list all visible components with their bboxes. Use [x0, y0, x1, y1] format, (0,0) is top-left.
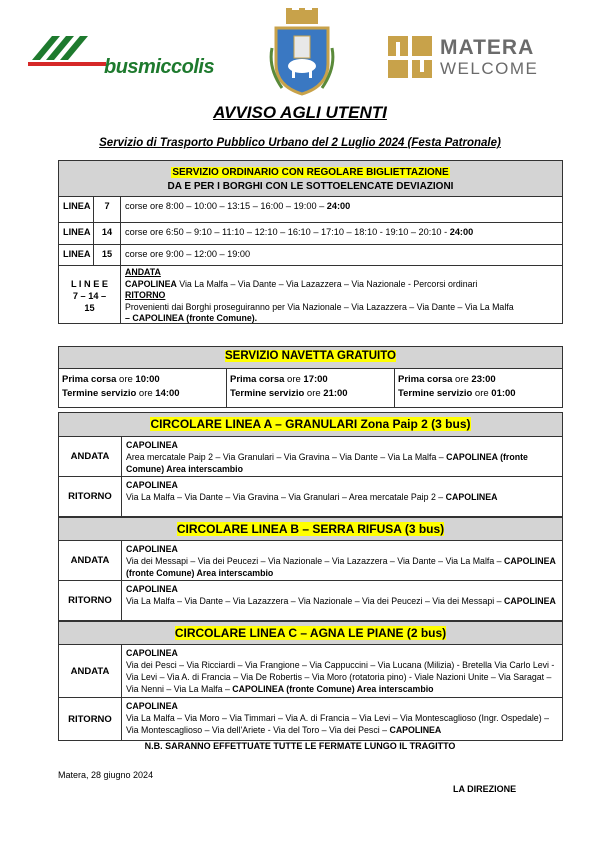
route-text — [122, 437, 562, 476]
circular-line-a-title: CIRCOLARE LINEA A – GRANULARI Zona Paip 2 (3 bus) — [150, 417, 471, 431]
matera-welcome-logo — [388, 34, 558, 84]
route-text — [122, 645, 562, 697]
table-row — [59, 223, 562, 245]
ritorno-label: RITORNO — [125, 290, 166, 300]
document-date: Matera, 28 giugno 2024 — [58, 770, 154, 780]
route-stops: Via dei Pesci – Via Ricciardi – Via Frangione – Via Cappuccini – Via Lucana (Milizia) - Bretella Via Carlo Levi - Via Levi – Via A. di Francia – Via De Robertis – Via Moro (rotatoria pino) - Viale Nazioni Unite – Via Saragat – Via Nenni – Via La Malfa – — [126, 660, 555, 694]
first-run-label: Prima corsa — [230, 374, 285, 385]
circular-line-b-header — [59, 517, 562, 541]
end-service-time: 21:00 — [323, 388, 348, 399]
busmiccolis-stripes-icon — [28, 30, 108, 70]
capolinea-label: CAPOLINEA — [126, 544, 178, 554]
line-label: LINEA — [59, 223, 94, 244]
shuttle-service-header — [59, 347, 562, 369]
ritorno-capolinea: – CAPOLINEA (fronte Comune). — [125, 313, 258, 323]
line-label: LINEA — [59, 245, 94, 265]
route-deviation-text — [121, 266, 562, 323]
schedule-times: corse ore 6:50 – 9:10 – 11:10 – 12:10 – 16:10 – 17:10 – 18:10 - 19:10 – 20:10 - — [125, 227, 450, 237]
ordinary-service-title: SERVIZIO ORDINARIO CON REGOLARE BIGLIETTAZIONE — [172, 167, 449, 178]
header-logos — [0, 0, 600, 100]
ordinary-service-table — [58, 160, 563, 324]
lines-numbers-end: 15 — [84, 303, 95, 313]
route-end: CAPOLINEA — [389, 725, 442, 735]
route-stops: Via La Malfa – Via Dante – Via Gravina – Via Granulari – Area mercatale Paip 2 – — [126, 492, 446, 502]
matera-subtitle: WELCOME — [440, 59, 539, 78]
table-row — [59, 541, 562, 581]
circular-lines-table — [58, 412, 563, 741]
end-service-time: 01:00 — [491, 388, 516, 399]
direction-label: ANDATA — [59, 437, 122, 476]
footnote: N.B. SARANNO EFFETTUATE TUTTE LE FERMATE LUNGO IL TRAGITTO — [144, 741, 456, 751]
route-end: CAPOLINEA — [445, 492, 498, 502]
matera-title: MATERA — [440, 36, 535, 59]
schedule-last-time: 24:00 — [449, 227, 474, 237]
line-schedule — [121, 223, 562, 244]
ritorno-route: Provenienti dai Borghi proseguiranno per Via Nazionale – Via Lazazzera – Via Dante – Via La Malfa — [125, 301, 514, 312]
route-text — [122, 581, 562, 620]
matera-mark-icon — [388, 34, 434, 80]
ore-label: ore — [116, 374, 136, 385]
direction-label: RITORNO — [59, 698, 122, 740]
capolinea-label: CAPOLINEA — [126, 480, 178, 490]
shuttle-slot — [59, 369, 226, 407]
line-label: LINEA — [59, 197, 94, 222]
shuttle-slot — [394, 369, 562, 407]
direction-label: RITORNO — [59, 477, 122, 516]
line-number: 14 — [94, 223, 121, 244]
circular-line-a-header — [59, 413, 562, 437]
busmiccolis-wordmark: busmiccolis — [104, 56, 215, 78]
route-end: CAPOLINEA — [504, 596, 556, 606]
table-row — [59, 437, 562, 477]
lines-group-label — [59, 266, 121, 323]
circular-line-c-header — [59, 621, 562, 645]
schedule-times: corse ore 9:00 – 12:00 – 19:00 — [125, 249, 251, 259]
page-title: AVVISO AGLI UTENTI — [213, 103, 387, 122]
city-crest-icon — [268, 8, 336, 98]
route-text — [122, 541, 562, 580]
first-run-time: 23:00 — [471, 374, 496, 385]
lines-numbers: 7 – 14 – — [72, 291, 107, 301]
schedule-times: corse ore 8:00 – 10:00 – 13:15 – 16:00 – 19:00 – — [125, 201, 327, 211]
table-row — [59, 197, 562, 223]
page-subtitle: Servizio di Trasporto Pubblico Urbano del 2 Luglio 2024 (Festa Patronale) — [99, 137, 501, 149]
andata-route: Via La Malfa – Via Dante – Via Lazazzera – Via Nazionale - Percorsi ordinari — [176, 278, 478, 289]
table-row — [59, 477, 562, 517]
capolinea-label: CAPOLINEA — [125, 278, 177, 289]
direction-label: ANDATA — [59, 541, 122, 580]
end-service-time: 14:00 — [155, 388, 180, 399]
route-stops: Area mercatale Paip 2 – Via Granulari – Via Gravina – Via Dante – Via La Malfa – — [126, 452, 447, 462]
line-schedule — [121, 245, 562, 265]
shuttle-service-title: SERVIZIO NAVETTA GRATUITO — [224, 350, 397, 362]
ore-label: ore — [452, 374, 472, 385]
circular-line-c-title: CIRCOLARE LINEA C – AGNA LE PIANE (2 bus) — [174, 626, 447, 640]
route-stops: Via La Malfa – Via Moro – Via Timmari – Via A. di Francia – Via Levi – Via Montescaglioso (Ingr. Ospedale) – Via Montescaglioso – Via dell'Ariete - Via del Toro – Via dei Pesci – — [126, 713, 549, 735]
ore-label: ore — [284, 374, 304, 385]
capolinea-label: CAPOLINEA — [126, 648, 178, 658]
end-service-label: Termine servizio — [62, 388, 137, 399]
line-number: 15 — [94, 245, 121, 265]
route-end: CAPOLINEA (fronte Comune) Area interscambio — [232, 684, 434, 694]
ore-label: ore — [472, 388, 492, 399]
table-row — [59, 581, 562, 621]
ore-label: ore — [136, 388, 156, 399]
first-run-time: 10:00 — [135, 374, 160, 385]
signature: LA DIREZIONE — [453, 784, 517, 794]
table-row — [59, 698, 562, 740]
line-schedule — [121, 197, 562, 222]
shuttle-slot — [226, 369, 394, 407]
circular-line-b-title: CIRCOLARE LINEA B – SERRA RIFUSA (3 bus) — [176, 522, 445, 536]
ordinary-service-subtitle: DA E PER I BORGHI CON LE SOTTOELENCATE DEVIAZIONI — [167, 181, 454, 192]
first-run-label: Prima corsa — [62, 374, 117, 385]
ore-label: ore — [304, 388, 324, 399]
route-stops: Via La Malfa – Via Dante – Via Lazazzera – Via Nazionale – Via dei Peucezi – Via dei Messapi – — [126, 596, 505, 606]
shuttle-service-table — [58, 346, 563, 408]
schedule-last-time: 24:00 — [326, 201, 351, 211]
capolinea-label: CAPOLINEA — [126, 584, 178, 594]
ordinary-service-header — [59, 161, 562, 197]
route-text — [122, 477, 562, 516]
andata-label: ANDATA — [125, 267, 161, 277]
line-number: 7 — [94, 197, 121, 222]
route-text — [122, 698, 562, 740]
capolinea-label: CAPOLINEA — [126, 701, 178, 711]
first-run-time: 17:00 — [303, 374, 328, 385]
route-stops: Via dei Messapi – Via dei Peucezi – Via Nazionale – Via Lazazzera – Via Dante – Via La Malfa – — [126, 556, 505, 566]
first-run-label: Prima corsa — [398, 374, 453, 385]
direction-label: ANDATA — [59, 645, 122, 697]
end-service-label: Termine servizio — [398, 388, 473, 399]
capolinea-label: CAPOLINEA — [126, 440, 178, 450]
direction-label: RITORNO — [59, 581, 122, 620]
table-row — [59, 645, 562, 698]
lines-label: L I N E E — [70, 279, 109, 289]
route-end: CAPOLINEA (fronte Comune) Area interscambio — [126, 556, 556, 578]
busmiccolis-logo — [28, 30, 228, 80]
end-service-label: Termine servizio — [230, 388, 305, 399]
route-end: CAPOLINEA (fronte Comune) Area interscambio — [126, 452, 528, 474]
table-row — [59, 245, 562, 266]
table-row — [59, 266, 562, 323]
shuttle-columns — [59, 369, 562, 407]
